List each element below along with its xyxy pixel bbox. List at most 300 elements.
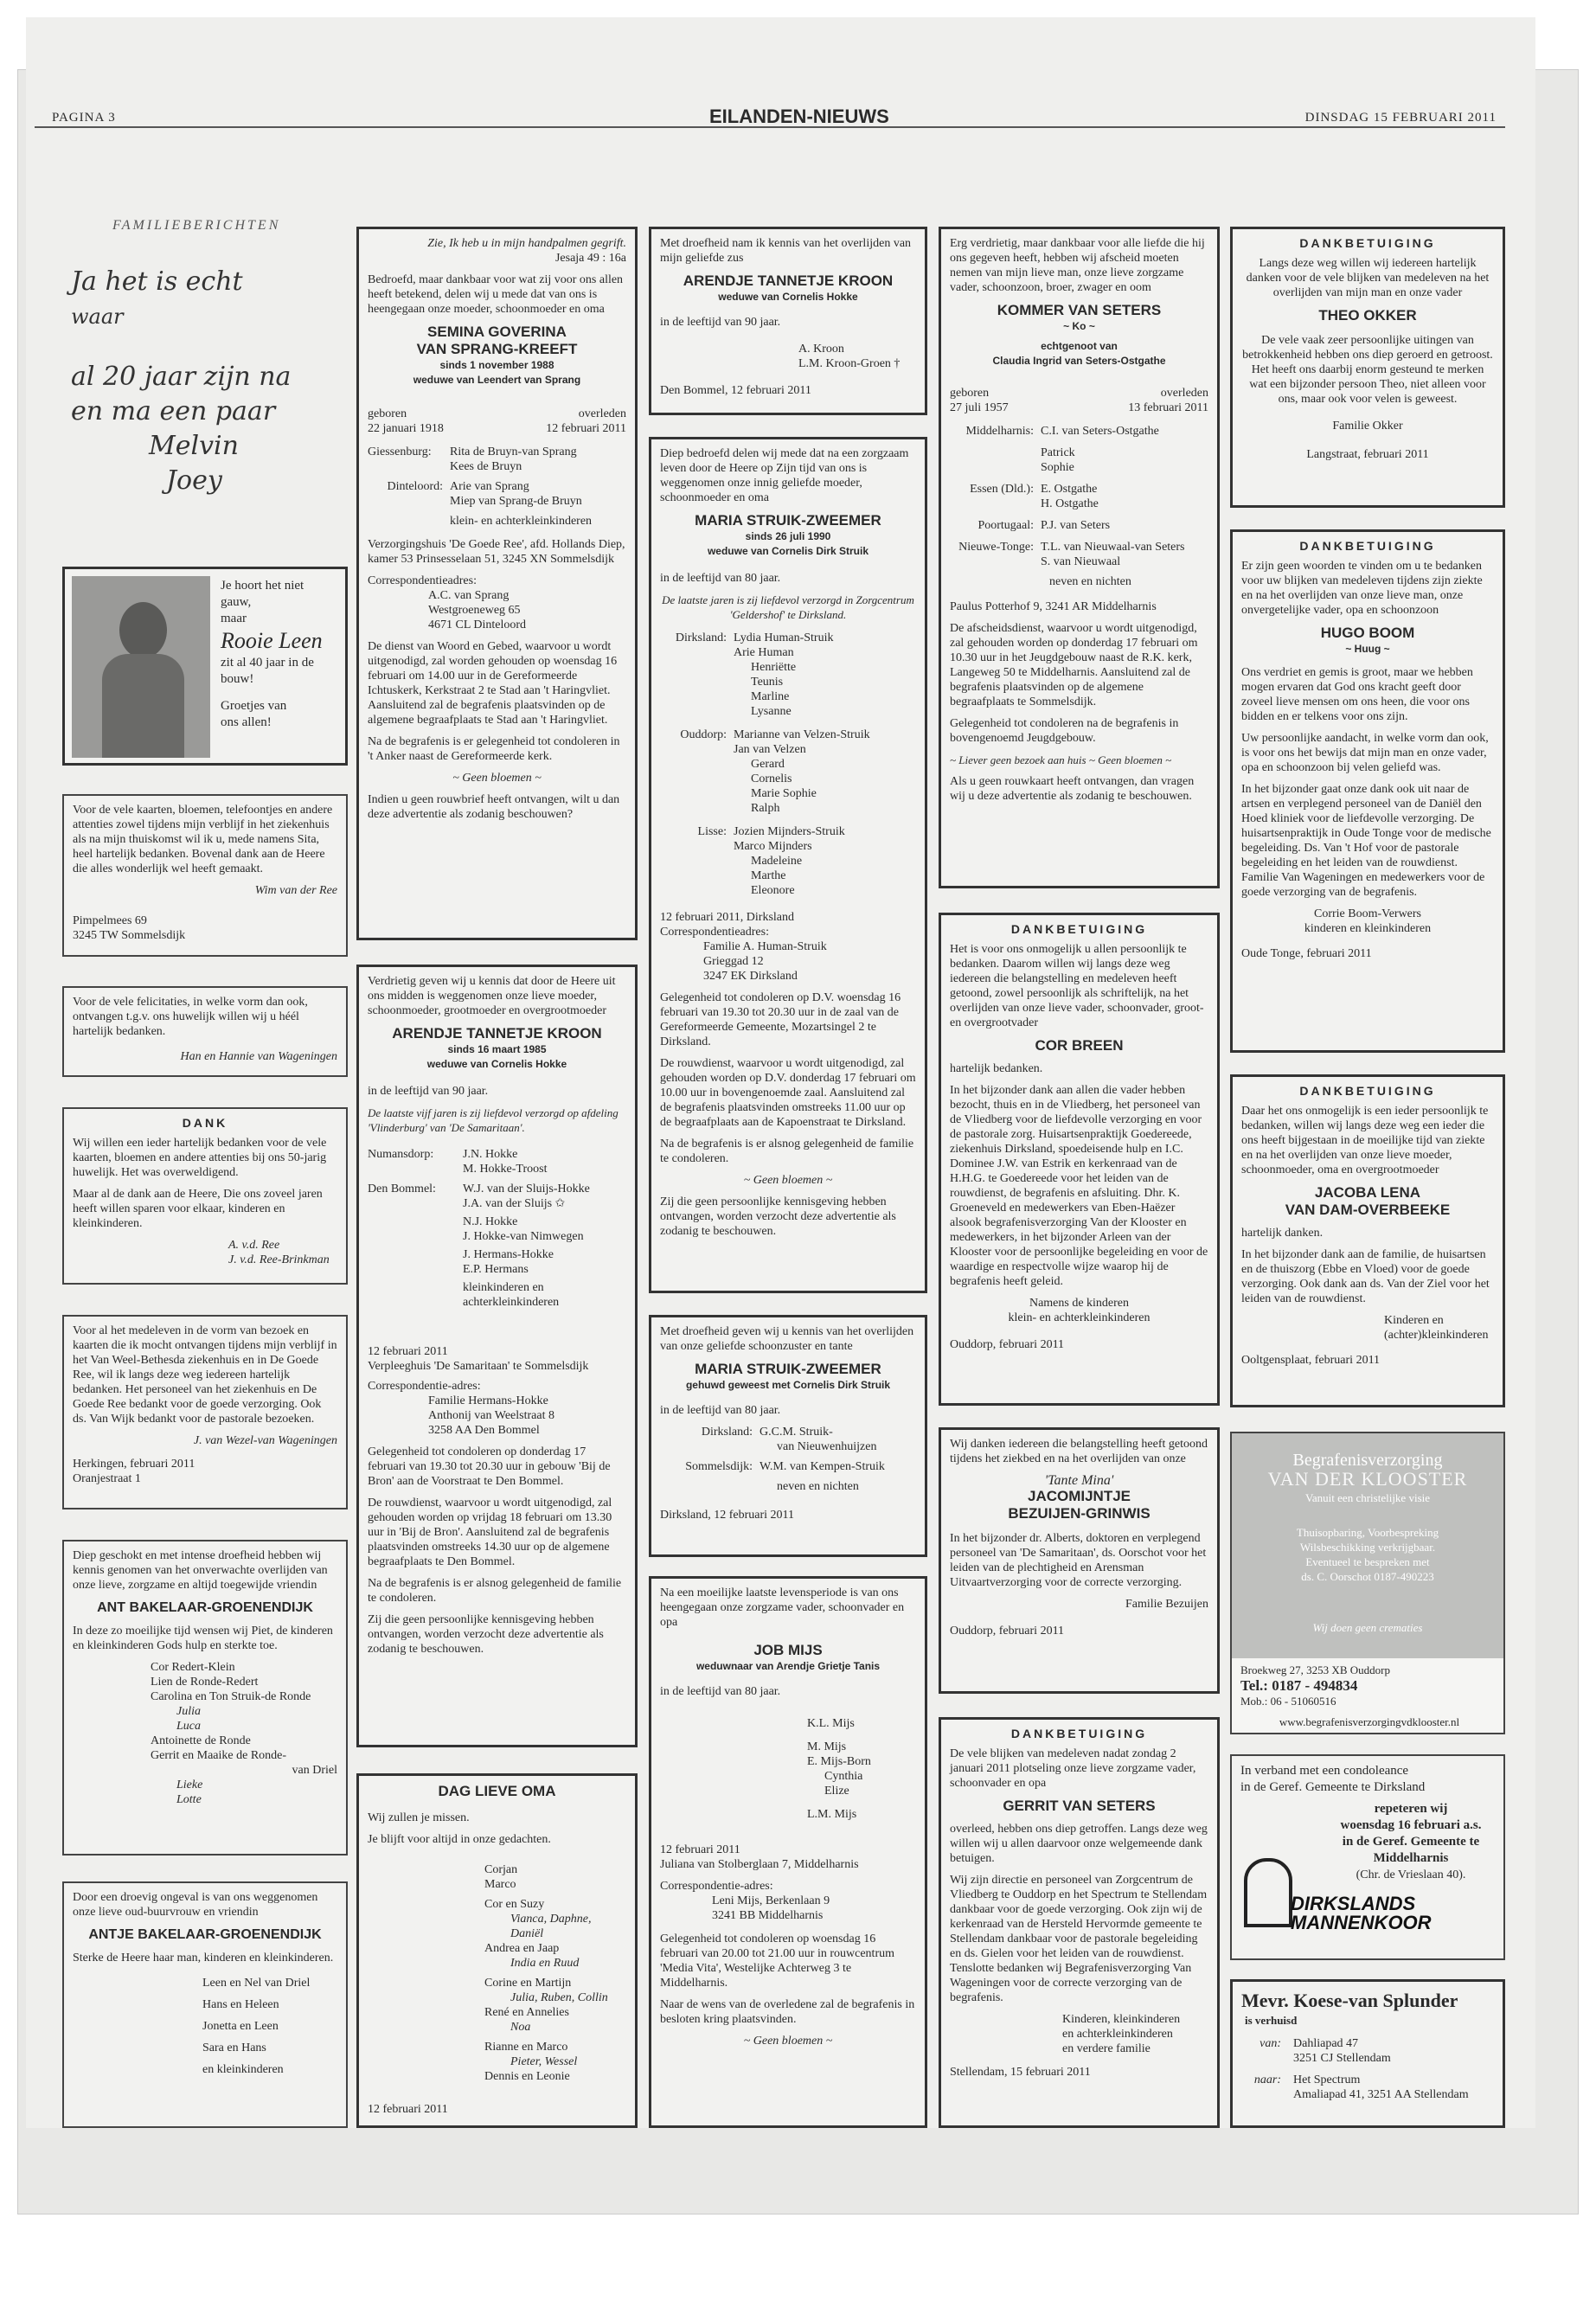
signature: J. v.d. Ree-Brinkman: [228, 1253, 330, 1266]
date: 12 februari 2011, Dirksland: [660, 911, 794, 924]
ad-line: in de Geref. Gemeente te Dirksland: [1240, 1780, 1426, 1794]
notice-job: [649, 1576, 927, 2128]
address: Verzorgingshuis 'De Goede Ree', afd. Hollands Diep, kamer 53 Prinsesselaan 51, 3245 XN Sommelsdijk: [368, 538, 625, 566]
hand-line: al 20 jaar zijn na: [71, 362, 292, 392]
body-text: Er zijn geen woorden te vinden om u te bedanken voor uw blijken van medeleven tijdens zijn ziekte en na het overlijden van onze lieve man, onze onvergetelijke vader, opa en schoonzoon: [1241, 560, 1483, 617]
signature: klein- en achterkleinkinderen: [1008, 1311, 1151, 1324]
place: Middelharnis:: [965, 425, 1034, 438]
text-line: zit al 40 jaar in de: [221, 656, 314, 670]
relative: Marianne van Velzen-Struik: [734, 728, 870, 741]
choir-logo-text: DIRKSLANDS: [1291, 1893, 1416, 1914]
deceased-name: KOMMER VAN SETERS: [997, 302, 1162, 318]
body-text: De vele blijken van medeleven nadat zondag 2 januari 2011 plotseling onze lieve zorgzame vader, schoonvader en opa: [950, 1747, 1196, 1790]
place: Sommelsdijk:: [685, 1460, 753, 1473]
body-text: Na de begrafenis is er alsnog gelegenheid de familie te condoleren.: [368, 1577, 622, 1605]
body-text: Wij zullen je missen.: [368, 1811, 470, 1824]
grandchild: Pieter, Wessel: [510, 2055, 578, 2068]
from-label: van:: [1259, 2037, 1281, 2050]
body-text: Sterke de Heere haar man, kinderen en kleinkinderen.: [73, 1952, 334, 1965]
relative: Miep van Sprang-de Bruyn: [450, 495, 582, 508]
body-text: Maar al de dank aan de Heere, Die ons zoveel jaren heeft willen sparen voor elkaar, kinderen en kleinkinderen.: [73, 1188, 323, 1230]
place: Dirksland:: [675, 631, 727, 644]
widow-of: weduwe van Cornelis Hokke: [718, 291, 858, 303]
died-label: overleden: [1160, 387, 1208, 400]
body-text: Voor al het medeleven in de vorm van bezoek en kaarten die ik mocht ontvangen tijdens mijn verblijf in het Van Weel-Bethesda ziekenhuis en in De Goede Ree, wil ik langs deze weg iedereen hartelijk bedanken. Het personeel van het ziekenhuis en De Goede Ree bedankt voor de goede verzorging. Ook ds. Van Wijk bedankt voor de pastorale bezoeken.: [73, 1324, 337, 1426]
relative: kleinkinderen en achterkleinkinderen: [463, 1281, 560, 1309]
relative: Lydia Human-Struik: [734, 631, 834, 644]
person-name: Mevr. Koese-van Splunder: [1241, 1990, 1458, 2011]
relative: Marthe: [751, 869, 786, 882]
deceased-name: ARENDJE TANNETJE KROON: [683, 272, 894, 289]
body-text: Zij die geen persoonlijke kennisgeving hebben ontvangen, worden verzocht deze advertentie als zodanig te beschouwen.: [368, 1613, 604, 1656]
body-text: hartelijk danken.: [1241, 1227, 1324, 1240]
signature: A. Kroon: [798, 343, 844, 356]
body-text: Diep geschokt en met intense droefheid hebben wij kennis genomen van het onverwachte overlijden van onze lieve, zorgzame en altijd toegewijde vriendin: [73, 1549, 328, 1592]
signature: Corrie Boom-Verwers: [1313, 907, 1422, 920]
verse-ref: Jesaja 49 : 16a: [554, 252, 626, 265]
section-title: FAMILIEBERICHTEN: [112, 218, 281, 233]
deceased-name: JOB MIJS: [753, 1642, 823, 1658]
issue-date: DINSDAG 15 FEBRUARI 2011: [1304, 111, 1497, 125]
age: in de leeftijd van 80 jaar.: [660, 1404, 781, 1417]
relative: N.J. Hokke: [463, 1215, 518, 1228]
age: in de leeftijd van 90 jaar.: [368, 1085, 489, 1098]
body-text: Na de begrafenis is er gelegenheid tot condoleren in 't Anker naast de Gereformeerde kerk.: [368, 735, 620, 763]
relative: Marie Sophie: [751, 787, 817, 800]
thanks-jaco: [939, 1427, 1220, 1694]
relative: neven en nichten: [1049, 575, 1131, 588]
ad-title: DAG LIEVE OMA: [438, 1783, 556, 1799]
body-text: Voor de vele felicitaties, in welke vorm dan ook, ontvangen t.g.v. ons huwelijk willen wij u héél hartelijk bedanken.: [73, 996, 308, 1038]
ad-title: DANKBETUIGING: [1299, 539, 1436, 553]
body-text: Ons verdriet en gemis is groot, maar we hebben mogen ervaren dat God ons kracht geeft door zoveel lieve mensen om ons heen, die voor ons bidden en er telkens voor ons zijn.: [1241, 666, 1473, 723]
relative: H. Ostgathe: [1041, 497, 1099, 510]
relative: J. Hokke-van Nimwegen: [463, 1230, 584, 1243]
text-line: bouw!: [221, 672, 254, 686]
born-label: geboren: [950, 387, 990, 400]
address: Pimpelmees 69: [73, 914, 147, 927]
corr-line: Anthonij van Weelstraat 8: [428, 1409, 554, 1422]
corr-line: Familie A. Human-Struik: [703, 940, 827, 953]
ad-line: ds. C. Oorschot 0187-490223: [1301, 1570, 1434, 1583]
relative: E. Ostgathe: [1041, 483, 1098, 496]
date: Ouddorp, februari 2011: [950, 1338, 1065, 1351]
body-text: De dienst van Woord en Gebed, waarvoor u wordt uitgenodigd, zal worden gehouden op woensdag 16 februari om 14.00 uur in de Gereformeerde Ichtuskerk, Kerkstraat 2 te Stad aan 't Haringvliet. Aansluitend zal de begrafenis plaatsvinden op de algemene begraafplaats te Stad aan 't Haringvliet.: [368, 640, 618, 727]
hand-line: en ma een paar: [71, 396, 276, 426]
notice-semina: [356, 227, 638, 940]
address: Oranjestraat 1: [73, 1472, 141, 1485]
date: Oude Tonge, februari 2011: [1241, 947, 1372, 960]
deceased-name: ARENDJE TANNETJE KROON: [392, 1025, 602, 1042]
deceased-name: HUGO BOOM: [1320, 625, 1415, 641]
ad-title: DANKBETUIGING: [1010, 1727, 1148, 1740]
deceased-name: VAN DAM-OVERBEEKE: [1285, 1202, 1451, 1218]
body-text: Als u geen rouwkaart heeft ontvangen, dan vragen wij u deze advertentie als zodanig te beschouwen.: [950, 775, 1195, 803]
corr-label: Correspondentieadres:: [368, 574, 477, 587]
signature: A. v.d. Ree: [228, 1239, 280, 1252]
relative: Cor Redert-Klein: [151, 1661, 235, 1674]
relative: Arie Human: [734, 646, 794, 659]
ad-line: Eventueel te bespreken met: [1305, 1555, 1430, 1568]
grandchild: Corjan: [484, 1863, 518, 1876]
since: sinds 26 juli 1990: [745, 530, 831, 542]
deceased-name: GERRIT VAN SETERS: [1003, 1798, 1156, 1814]
body-text: Met droefheid geven wij u kennis van het overlijden van onze geliefde schoonzuster en tante: [660, 1325, 914, 1353]
page-header: [35, 102, 1505, 128]
deceased-name: THEO OKKER: [1318, 307, 1417, 324]
relative: Sara en Hans: [202, 2041, 266, 2054]
notice-maria-2: [649, 1315, 927, 1557]
date: Ouddorp, februari 2011: [950, 1625, 1065, 1638]
body-text: Naar de wens van de overledene zal de begrafenis in besloten kring plaatsvinden.: [660, 1998, 915, 2026]
place: Verpleeghuis 'De Samaritaan' te Sommelsdijk: [368, 1360, 589, 1373]
grandchild: Julia, Ruben, Collin: [510, 1991, 608, 2004]
birth-date: 27 juli 1957: [950, 401, 1009, 414]
age: in de leeftijd van 90 jaar.: [660, 316, 781, 329]
relative: Madeleine: [751, 855, 803, 868]
ad-choir: [1230, 1754, 1505, 1960]
since: sinds 16 maart 1985: [447, 1043, 547, 1055]
body-text: Je blijft voor altijd in onze gedachten.: [368, 1833, 551, 1846]
relative: C.I. van Seters-Ostgathe: [1041, 425, 1159, 438]
corr-label: Correspondentie-adres:: [368, 1380, 481, 1393]
relative: M. Hokke-Troost: [463, 1163, 548, 1176]
place: Ouddorp:: [680, 728, 727, 741]
ad-line: In verband met een condoleance: [1240, 1764, 1409, 1778]
relative: J.N. Hokke: [463, 1148, 518, 1161]
ad-line: Vanuit een christelijke visie: [1304, 1491, 1431, 1504]
corr-line: 3258 AA Den Bommel: [428, 1424, 540, 1437]
relative: Kees de Bruyn: [450, 460, 522, 473]
signature: Kinderen en: [1384, 1314, 1444, 1327]
body-text: In het bijzonder dank aan allen die vader hebben bezocht, thuis en in de Vliedberg, het personeel van de Vliedberg voor de liefdevolle verzorging en voor de pastorale zorg. Huisartsenpraktijk Goedereede, ziekenhuis Dirksland, spoedeisende hulp en I.C. Dominee J.W. van Estrik en kerkenraad van de H.H.G. te Goedereede voor het leiden van de rouwdienst, de begrafenis en afsluiting. Dhr. K. Groeneveld en medewerkers van Eben-Haëzer alsook begrafenisverzorging Van der Klooster en medewerkers, in het bijzonder Arleen van der Klooster voor de persoonlijke begeleiding en voor de waardige en respectvolle wijze waarop hij de begrafenis heeft geleid.: [950, 1084, 1208, 1288]
text-line: Je hoort het niet: [221, 579, 304, 593]
address: 3245 TW Sommelsdijk: [73, 929, 186, 942]
signature: kinderen en kleinkinderen: [1304, 922, 1432, 935]
body-text: Indien u geen rouwbrief heeft ontvangen, wilt u dan deze advertentie als zodanig beschouwen?: [368, 793, 620, 821]
relative: W.J. van der Sluijs-Hokke: [463, 1183, 590, 1195]
address: Juliana van Stolberglaan 7, Middelharnis: [660, 1858, 859, 1871]
birth-date: 22 januari 1918: [368, 422, 444, 435]
body-text: Na de begrafenis is er alsnog gelegenheid de familie te condoleren.: [660, 1138, 914, 1165]
ad-line: Wilsbeschikking verkrijgbaar.: [1299, 1541, 1436, 1554]
relative: Arie van Sprang: [450, 480, 529, 493]
ad-line: (Chr. de Vrieslaan 40).: [1356, 1868, 1466, 1881]
widow-of: weduwe van Cornelis Dirk Struik: [707, 545, 869, 557]
flowers-note: ~ Geen bloemen ~: [452, 772, 542, 785]
relative: Cornelis: [751, 772, 792, 785]
ad-title: DANKBETUIGING: [1299, 1084, 1436, 1098]
grandchild: Andrea en Jaap: [484, 1942, 560, 1955]
place: Lisse:: [697, 825, 727, 838]
widow-of: weduwe van Leendert van Sprang: [413, 374, 581, 386]
choir-logo-text: MANNENKOOR: [1291, 1912, 1432, 1933]
relative: Lien de Ronde-Redert: [151, 1676, 259, 1689]
signature: (achter)kleinkinderen: [1384, 1329, 1489, 1342]
notice-kroon: [649, 227, 927, 415]
relative: Elize: [824, 1785, 849, 1798]
relative: E.P. Hermans: [463, 1263, 529, 1276]
signature: J. van Wezel-van Wageningen: [193, 1434, 337, 1447]
relative: Teunis: [751, 676, 784, 689]
nickname: ~ Ko ~: [1063, 320, 1095, 332]
date: Ooltgensplaat, februari 2011: [1241, 1354, 1381, 1367]
ad-line: repeteren wij: [1374, 1802, 1448, 1816]
date: Dirksland, 12 februari 2011: [660, 1509, 794, 1522]
ad-line: VAN DER KLOOSTER: [1267, 1468, 1468, 1490]
body-text: Verdrietig geven wij u kennis dat door de Heere uit ons midden is weggenomen onze lieve moeder, schoonmoeder, grootmoeder en overgrootmoeder: [368, 975, 616, 1017]
verse: De laatste jaren is zij liefdevol verzorgd in Zorgcentrum 'Geldershof' te Dirksland.: [662, 593, 914, 621]
ad-phone: Tel.: 0187 - 494834: [1240, 1677, 1358, 1694]
relative: K.L. Mijs: [807, 1717, 855, 1730]
body-text: De rouwdienst, waarvoor u wordt uitgenodigd, zal gehouden worden op D.V. donderdag 17 februari om 10.00 uur in bovengenoemde zaal. Aansluitend zal de begrafenis plaatsvinden omstreeks 11.00 uur op de begraafplaats aan de Kapoenstraat te Dirksland.: [660, 1057, 916, 1129]
body-text: Door een droevig ongeval is van ons weggenomen onze lieve oud-buurvrouw en vriendin: [73, 1891, 318, 1919]
relative: W.M. van Kempen-Struik: [760, 1460, 885, 1473]
age: in de leeftijd van 80 jaar.: [660, 572, 781, 585]
body-text: Langs deze weg willen wij iedereen hartelijk danken voor de vele blijken van medeleven na het overlijden van mijn man en onze vader: [1246, 257, 1490, 299]
grandchild: Dennis en Leonie: [484, 2070, 570, 2083]
date: 12 februari 2011: [660, 1843, 740, 1856]
thanks-dank: [62, 1107, 348, 1285]
body-text: De afscheidsdienst, waarvoor u wordt uitgenodigd, zal gehouden worden op donderdag 17 februari om 10.30 uur in het Jeugdgebouw naast de R.K. kerk, Langeweg 50 te Middelharnis. Aansluitend zal de begrafenis plaatsvinden op de algemene begraafplaats te Sommelsdijk.: [950, 622, 1198, 708]
signature: Han en Hannie van Wageningen: [180, 1050, 337, 1063]
date: Langstraat, februari 2011: [1306, 448, 1429, 461]
relative: Marco Mijnders: [734, 840, 812, 853]
corr-label: Correspondentie-adres:: [660, 1880, 773, 1893]
body-text: hartelijk bedanken.: [950, 1062, 1043, 1075]
old-address: Dahliapad 47: [1293, 2037, 1359, 2050]
ad-line: Begrafenisverzorging: [1292, 1451, 1443, 1470]
relative: neven en nichten: [777, 1480, 859, 1493]
relative: Marline: [751, 690, 790, 703]
handwritten-note: [62, 258, 348, 536]
body-text: Het is voor ons onmogelijk u allen persoonlijk te bedanken. Daarom willen wij langs deze weg iedereen die belangstelling en medeleven heeft getoond, zowel persoonlijk als schriftelijk, na het overlijden van onze lieve vader, schoonvader, groot- en overgrootvader: [950, 943, 1204, 1029]
ad-website: www.begrafenisverzorgingvdklooster.nl: [1279, 1715, 1460, 1728]
thanks-gerrit: [939, 1717, 1220, 2128]
signature: en achterkleinkinderen: [1062, 2028, 1173, 2041]
body-text: Gelegenheid tot condoleren op donderdag 17 februari van 19.30 tot 20.30 uur in gebouw 'Bij de Bron' aan de Voorstraat te Den Bommel.: [368, 1445, 611, 1488]
flowers-note: ~ Geen bloemen ~: [743, 2035, 833, 2048]
body-text: Gelegenheid tot condoleren na de begrafenis in bovengenoemd Jeugdgebouw.: [950, 717, 1179, 745]
hand-line: waar: [71, 304, 124, 329]
nickname: 'Tante Mina': [1044, 1473, 1114, 1488]
nickname: ~ Huug ~: [1345, 643, 1390, 655]
relative: T.L. van Nieuwaal-van Seters: [1041, 541, 1185, 554]
text-line: gauw,: [221, 595, 252, 609]
relative: J.A. van der Sluijs ✩: [463, 1197, 566, 1210]
corr-line: Leni Mijs, Berkenlaan 9: [712, 1894, 830, 1907]
body-text: Diep bedroefd delen wij mede dat na een zorgzaam leven door de Heere op Zijn tijd van ons is weggenomen onze innig geliefde moeder, schoonmoeder en oma: [660, 447, 909, 504]
body-text: In het bijzonder gaat onze dank ook uit naar de artsen en verplegend personeel van de Daniël den Hoed kliniek voor de liefdevolle verzorging. De huisartsenpraktijk in Oude Tonge voor de medische begeleiding. Ds. Van 't Hof voor de pastorale begeleiding en het leiden van de rouwdienst. Familie Van Wageningen en medewerkers voor de goede verzorging van de begrafenis.: [1241, 783, 1491, 899]
grandchild: Cor en Suzy: [484, 1898, 545, 1911]
to-label: naar:: [1253, 2073, 1281, 2086]
thanks-theo: [1230, 227, 1505, 508]
corr-line: 3247 EK Dirksland: [703, 970, 798, 983]
deceased-name: SEMINA GOVERINA: [427, 324, 567, 340]
relative: P.J. van Seters: [1041, 519, 1111, 532]
corr-line: Familie Hermans-Hokke: [428, 1394, 548, 1407]
signature: Kinderen, kleinkinderen: [1062, 2013, 1181, 2026]
relative: Lysanne: [751, 705, 792, 718]
signature: Namens de kinderen: [1029, 1297, 1130, 1310]
deceased-name: ANTJE BAKELAAR-GROENENDIJK: [88, 1927, 322, 1942]
corr-line: 3241 BB Middelharnis: [712, 1909, 824, 1922]
body-text: Met droefheid nam ik kennis van het overlijden van mijn geliefde zus: [660, 237, 912, 265]
relative: Sophie: [1041, 461, 1074, 474]
relative: E. Mijs-Born: [807, 1755, 871, 1768]
body-text: Voor de vele kaarten, bloemen, telefoontjes en andere attenties zowel tijdens mijn verblijf in het ziekenhuis als na mijn thuiskomst wil ik u, mede namens Sita, heel hartelijk bedanken. Bovenal dank aan de Heere die alles wonderlijk wel heeft gemaakt.: [73, 804, 333, 875]
relative: G.C.M. Struik-: [760, 1426, 833, 1439]
corr-line: Westgroeneweg 65: [428, 604, 521, 617]
portrait-photo: [72, 576, 210, 758]
relative: S. van Nieuwaal: [1041, 555, 1121, 568]
deceased-name: MARIA STRUIK-ZWEEMER: [695, 512, 881, 529]
body-text: Erg verdrietig, maar dankbaar voor alle liefde die hij ons gegeven heeft, hebben wij afscheid moeten nemen van mijn lieve man, onze lieve zorgzame vader, schoonzoon, broer, zwager en oom: [950, 237, 1205, 294]
deceased-name: MARIA STRUIK-ZWEEMER: [695, 1361, 881, 1377]
relative: Carolina en Ton Struik-de Ronde: [151, 1690, 311, 1703]
signature: Wim van der Ree: [254, 884, 337, 897]
date: 12 februari 2011: [368, 2103, 448, 2116]
ad-line: in de Geref. Gemeente te: [1342, 1835, 1480, 1849]
body-text: Na een moeilijke laatste levensperiode is van ons heengegaan onze zorgzame vader, schoonvader en opa: [660, 1586, 905, 1629]
body-text: In deze zo moeilijke tijd wensen wij Piet, de kinderen en kleinkinderen Gods hulp en sterkte toe.: [73, 1625, 333, 1652]
relative: van Nieuwenhuijzen: [777, 1440, 877, 1453]
thanks-wim: [62, 794, 348, 957]
deceased-name: JACOMIJNTJE: [1027, 1488, 1131, 1504]
relative: van Driel: [292, 1764, 337, 1777]
relative: Antoinette de Ronde: [151, 1734, 251, 1747]
leen-name: Rooie Leen: [221, 628, 323, 653]
deceased-name: VAN SPRANG-KREEFT: [416, 341, 578, 357]
notice-kommer: [939, 227, 1220, 888]
widow-of: weduwnaar van Arendje Grietje Tanis: [695, 1660, 881, 1672]
text-line: Groetjes van: [221, 699, 287, 713]
ad-title: DANK: [182, 1116, 228, 1130]
flowers-note: ~ Liever geen bezoek aan huis ~ Geen bloemen ~: [950, 753, 1172, 766]
relative: Hans en Heleen: [202, 1998, 279, 2011]
born-label: geboren: [368, 407, 407, 420]
thanks-jacoba: [1230, 1074, 1505, 1407]
flowers-note: ~ Geen bloemen ~: [743, 1174, 833, 1187]
date: Stellendam, 15 februari 2011: [950, 2066, 1091, 2079]
thanks-cor: [939, 913, 1220, 1406]
thanks-han: [62, 986, 348, 1077]
corr-label: Correspondentieadres:: [660, 926, 769, 939]
ad-line: woensdag 16 februari a.s.: [1340, 1818, 1482, 1832]
new-address: Amaliapad 41, 3251 AA Stellendam: [1293, 2088, 1469, 2101]
deceased-name: ANT BAKELAAR-GROENENDIJK: [97, 1600, 313, 1615]
relative: Jonetta en Leen: [202, 2020, 279, 2033]
ad-mobile: Mob.: 06 - 51060516: [1240, 1695, 1336, 1708]
place: Numansdorp:: [368, 1148, 434, 1161]
body-text: De rouwdienst, waarvoor u wordt uitgenodigd, zal gehouden worden op vrijdag 18 februari om 13.30 uur in 'Bij de Bron'. Aansluitend zal de begrafenis plaatsvinden omstreeks 14.30 uur op de algemene begraafplaats te Den Bommel.: [368, 1497, 612, 1568]
text-line: maar: [221, 612, 247, 625]
age: in de leeftijd van 80 jaar.: [660, 1685, 781, 1698]
corr-line: 4671 CL Dinteloord: [428, 619, 527, 631]
moved-label: is verhuisd: [1245, 2014, 1298, 2027]
relative: Gerrit en Maaike de Ronde-: [151, 1749, 287, 1762]
relative: L.M. Mijs: [807, 1808, 857, 1821]
body-text: In het bijzonder dank aan de familie, de huisartsen en de thuiszorg (Ebbe en Vloed) voor de goede verzorging. Ook dank aan ds. Van der Ziel voor het leiden van de rouwdienst.: [1241, 1248, 1490, 1305]
paper-logo: EILANDEN-NIEUWS: [709, 106, 889, 127]
notice-oma: [356, 1773, 638, 2128]
signature: Familie Bezuijen: [1125, 1598, 1208, 1611]
relative: Rita de Bruyn-van Sprang: [450, 445, 577, 458]
signature: L.M. Kroon-Groen †: [798, 357, 901, 370]
relative: klein- en achterkleinkinderen: [450, 515, 593, 528]
widow-of: gehuwd geweest met Cornelis Dirk Struik: [685, 1379, 891, 1391]
place: Nieuwe-Tonge:: [958, 541, 1034, 554]
thanks-hugo: [1230, 529, 1505, 1053]
body-text: Wij willen een ieder hartelijk bedanken voor de vele kaarten, bloemen en andere attenties bij ons 50-jarig huwelijk. Het was overweldigend.: [73, 1137, 327, 1179]
date: Den Bommel, 12 februari 2011: [660, 384, 811, 397]
ad-moved: [1230, 1979, 1505, 2128]
body-text: Wij zijn directie en personeel van Zorgcentrum de Vliedberg te Ouddorp en het Spectrum te Stellendam dankbaar voor de goede verzorging. Ook zijn wij de kerkenraad van de Hersteld Hervormde gemeente te Stellendam dankbaar voor de pastorale begeleiding en ds. Gielen voor het leiden van de rouwdienst. Tenslotte bedanken wij Begrafenisverzorging Van Wageningen voor de correcte verzorging van de begrafenis.: [950, 1874, 1208, 2004]
address: Herkingen, februari 2011: [73, 1458, 195, 1471]
relative: Leen en Nel van Driel: [202, 1977, 311, 1990]
relative: Eleonore: [751, 884, 795, 897]
hand-line: Joey: [166, 465, 222, 496]
body-text: overleed, hebben ons diep getroffen. Langs deze weg willen wij u allen daarvoor onze welgemeende dank betuigen.: [950, 1823, 1208, 1865]
place: Den Bommel:: [368, 1183, 436, 1195]
deceased-name: JACOBA LENA: [1314, 1184, 1421, 1201]
relative: Lotte: [176, 1793, 202, 1806]
place: Giessenburg:: [368, 445, 432, 458]
address: Paulus Potterhof 9, 3241 AR Middelharnis: [950, 600, 1157, 613]
body-text: Gelegenheid tot condoleren op D.V. woensdag 16 februari van 19.30 tot 20.30 uur in de zaal van de Gereformeerde Gemeente, Mozartsingel 2 te Dirksland.: [660, 991, 901, 1048]
relative: Jan van Velzen: [734, 743, 806, 756]
since: sinds 1 november 1988: [439, 359, 554, 371]
birthday-ad-leen: [62, 567, 348, 766]
body-text: Zij die geen persoonlijke kennisgeving hebben ontvangen, worden verzocht deze advertentie als zodanig te beschouwen.: [660, 1195, 896, 1238]
verse: De laatste vijf jaren is zij liefdevol verzorgd op afdeling 'Vlinderburg' van 'De Samaritaan'.: [368, 1106, 619, 1134]
relative: Julia: [176, 1705, 201, 1718]
place: Poortugaal:: [977, 519, 1034, 532]
grandchild: Marco: [484, 1878, 516, 1891]
notice-arendje: [356, 965, 638, 1747]
signature: en verdere familie: [1062, 2042, 1151, 2055]
grandchild: India en Ruud: [510, 1957, 580, 1970]
hand-line: Melvin: [149, 431, 239, 461]
relative: Ralph: [751, 802, 780, 815]
date: 12 februari 2011: [368, 1345, 448, 1358]
body-text: Daar het ons onmogelijk is een ieder persoonlijk te bedanken, willen wij langs deze weg een ieder die ons heeft bijgestaan in de moeilijke tijd van ziekte en na het overlijden van onze lieve moeder, schoonmoeder, oma en overgrootmoeder: [1241, 1105, 1489, 1176]
new-address: Het Spectrum: [1293, 2073, 1361, 2086]
thanks-wezel: [62, 1315, 348, 1509]
relative: Patrick: [1041, 446, 1075, 459]
body-text: In het bijzonder dr. Alberts, doktoren en verplegend personeel van 'De Samaritaan', ds. Oorschot voor het leiden van de plechtigheid en Arensman Uitvaartverzorging voor de correcte verzorging.: [950, 1532, 1207, 1589]
died-label: overleden: [578, 407, 626, 420]
verse: Zie, Ik heb u in mijn handpalmen gegrift.: [427, 237, 626, 250]
body-text: Bedroefd, maar dankbaar voor wat zij voor ons allen heeft betekend, delen wij u mede dat van ons is heengegaan onze moeder, schoonmoeder en oma: [368, 273, 624, 316]
death-date: 12 februari 2011: [546, 422, 626, 435]
relative: M. Mijs: [807, 1740, 847, 1753]
choir-logo-icon: [1244, 1858, 1292, 1927]
corr-line: Grieggad 12: [703, 955, 764, 968]
relative: Henriëtte: [751, 661, 797, 674]
ad-line: Thuisopbaring, Voorbespreking: [1296, 1526, 1439, 1539]
notice-antje: [62, 1881, 348, 2128]
body-text: De vele vaak zeer persoonlijke uitingen van betrokkenheid hebben ons diep geroerd en getroost. Het heeft ons daarbij enorm gesteund te merken wat een bijzonder persoon Theo, niet alleen voor ons, maar ook voor velen is geweest.: [1242, 334, 1493, 406]
relative: Lieke: [176, 1779, 203, 1791]
relative: Luca: [176, 1720, 201, 1733]
ad-line: Wij doen geen crematies: [1312, 1621, 1423, 1634]
place: Dirksland:: [701, 1426, 753, 1439]
notice-ant: [62, 1540, 348, 1856]
deceased-name: BEZUIJEN-GRINWIS: [1008, 1505, 1151, 1522]
place: Dinteloord:: [387, 480, 443, 493]
relative: en kleinkinderen: [202, 2063, 284, 2076]
